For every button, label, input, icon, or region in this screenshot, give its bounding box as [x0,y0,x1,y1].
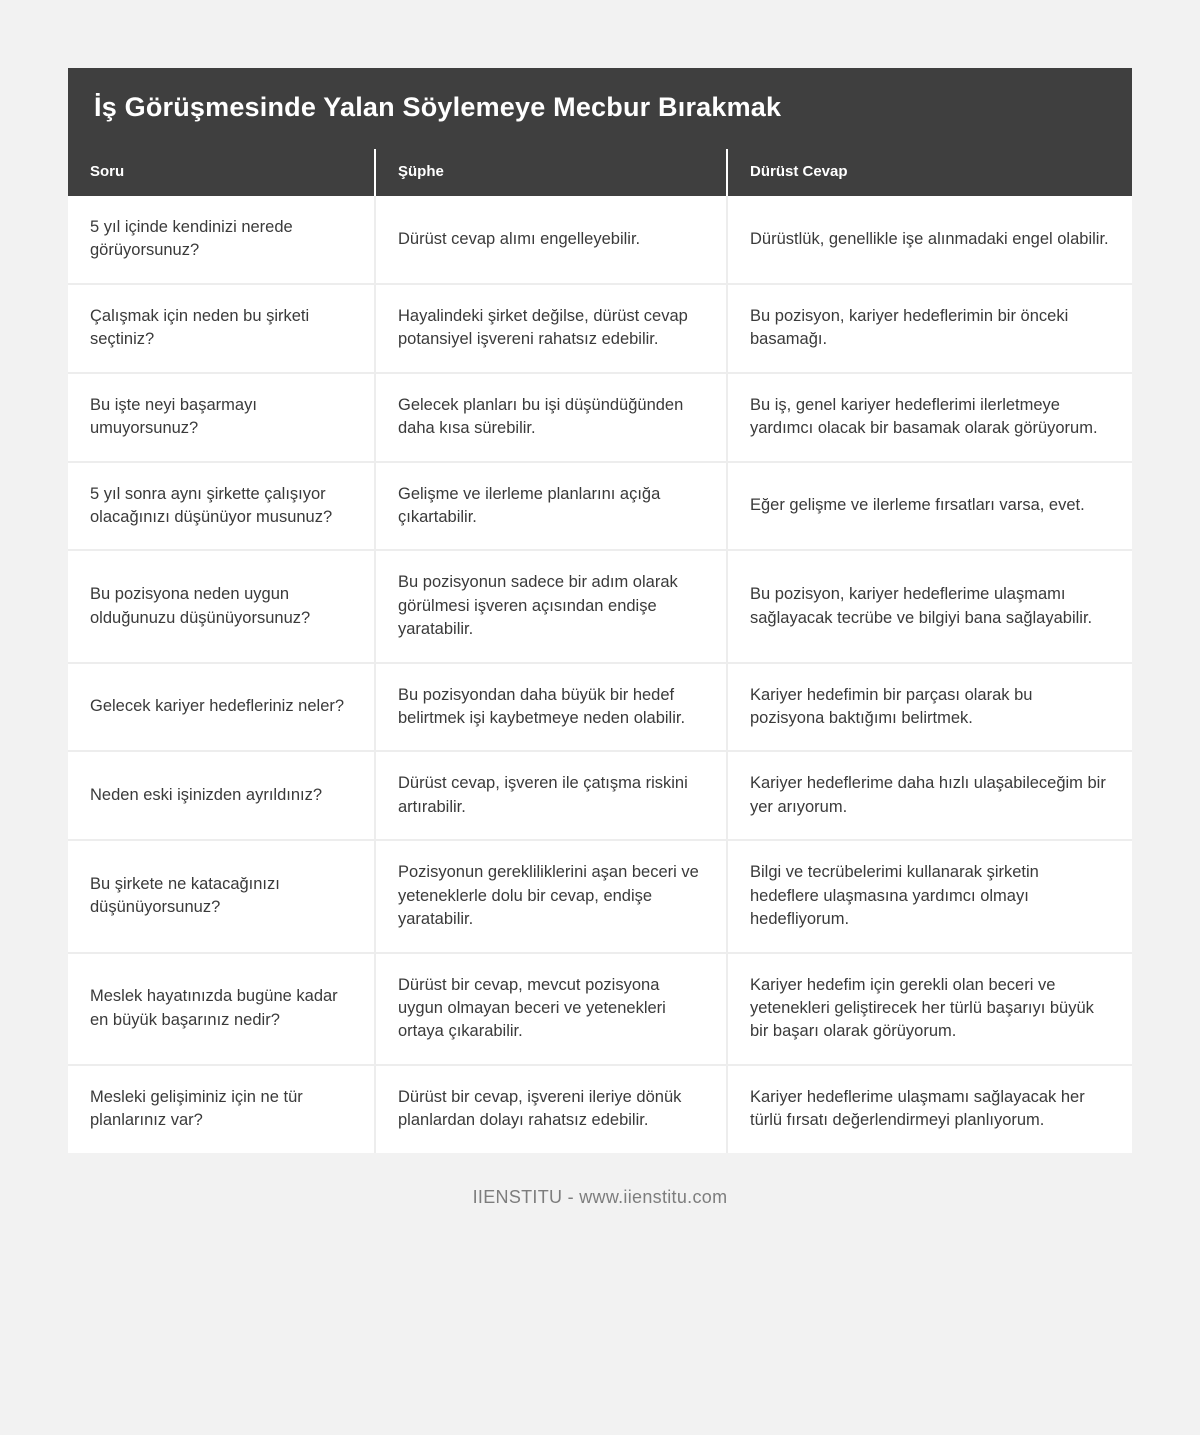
cell-cevap: Bu pozisyon, kariyer hedeflerime ulaşmamı sağlayacak tecrübe ve bilgiyi bana sağlayabilir. [727,550,1132,662]
column-header-durust-cevap: Dürüst Cevap [727,149,1132,196]
table-body [68,196,1132,1153]
column-header-soru: Soru [68,149,375,196]
cell-soru: Neden eski işinizden ayrıldınız? [68,751,375,840]
footer-credit: IIENSTITU - www.iienstitu.com [472,1186,728,1207]
table-row [68,663,1132,752]
comparison-table-card [68,68,1132,1153]
cell-soru: Bu işte neyi başarmayı umuyorsunuz? [68,373,375,462]
cell-cevap: Bu pozisyon, kariyer hedeflerimin bir önceki basamağı. [727,284,1132,373]
cell-suphe: Dürüst cevap, işveren ile çatışma riskini artırabilir. [375,751,727,840]
cell-cevap: Eğer gelişme ve ilerleme fırsatları varsa, evet. [727,462,1132,551]
page-title: İş Görüşmesinde Yalan Söylemeye Mecbur Bırakmak [68,68,1132,149]
cell-cevap: Kariyer hedeflerime ulaşmamı sağlayacak her türlü fırsatı değerlendirmeyi planlıyorum. [727,1065,1132,1153]
cell-suphe: Bu pozisyonun sadece bir adım olarak görülmesi işveren açısından endişe yaratabilir. [375,550,727,662]
table-header [68,149,1132,196]
cell-soru: Bu pozisyona neden uygun olduğunuzu düşünüyorsunuz? [68,550,375,662]
column-header-suphe: Şüphe [375,149,727,196]
interview-questions-table [68,149,1132,1153]
cell-suphe: Pozisyonun gerekliliklerini aşan beceri ve yeteneklerle dolu bir cevap, endişe yaratabilir. [375,840,727,952]
cell-soru: Çalışmak için neden bu şirketi seçtiniz? [68,284,375,373]
cell-suphe: Bu pozisyondan daha büyük bir hedef belirtmek işi kaybetmeye neden olabilir. [375,663,727,752]
cell-suphe: Dürüst cevap alımı engelleyebilir. [375,196,727,284]
table-row [68,1065,1132,1153]
cell-soru: Meslek hayatınızda bugüne kadar en büyük başarınız nedir? [68,953,375,1065]
cell-suphe: Dürüst bir cevap, işvereni ileriye dönük planlardan dolayı rahatsız edebilir. [375,1065,727,1153]
cell-soru: Bu şirkete ne katacağınızı düşünüyorsunuz? [68,840,375,952]
cell-soru: Gelecek kariyer hedefleriniz neler? [68,663,375,752]
cell-cevap: Kariyer hedefim için gerekli olan beceri ve yetenekleri geliştirecek her türlü başarıyı büyük bir başarı olarak görüyorum. [727,953,1132,1065]
cell-soru: Mesleki gelişiminiz için ne tür planlarınız var? [68,1065,375,1153]
table-row [68,284,1132,373]
table-row [68,550,1132,662]
table-row [68,373,1132,462]
table-row [68,462,1132,551]
cell-cevap: Bilgi ve tecrübelerimi kullanarak şirketin hedeflere ulaşmasına yardımcı olmayı hedefliyorum. [727,840,1132,952]
cell-cevap: Dürüstlük, genellikle işe alınmadaki engel olabilir. [727,196,1132,284]
cell-cevap: Kariyer hedefimin bir parçası olarak bu pozisyona baktığımı belirtmek. [727,663,1132,752]
table-row [68,196,1132,284]
cell-suphe: Gelişme ve ilerleme planlarını açığa çıkartabilir. [375,462,727,551]
table-header-row [68,149,1132,196]
cell-cevap: Bu iş, genel kariyer hedeflerimi ilerletmeye yardımcı olacak bir basamak olarak görüyorum. [727,373,1132,462]
cell-cevap: Kariyer hedeflerime daha hızlı ulaşabileceğim bir yer arıyorum. [727,751,1132,840]
table-row [68,751,1132,840]
table-row [68,840,1132,952]
cell-suphe: Dürüst bir cevap, mevcut pozisyona uygun olmayan beceri ve yetenekleri ortaya çıkarabilir. [375,953,727,1065]
cell-suphe: Gelecek planları bu işi düşündüğünden daha kısa sürebilir. [375,373,727,462]
cell-suphe: Hayalindeki şirket değilse, dürüst cevap potansiyel işvereni rahatsız edebilir. [375,284,727,373]
cell-soru: 5 yıl içinde kendinizi nerede görüyorsunuz? [68,196,375,284]
cell-soru: 5 yıl sonra aynı şirkette çalışıyor olacağınızı düşünüyor musunuz? [68,462,375,551]
table-row [68,953,1132,1065]
